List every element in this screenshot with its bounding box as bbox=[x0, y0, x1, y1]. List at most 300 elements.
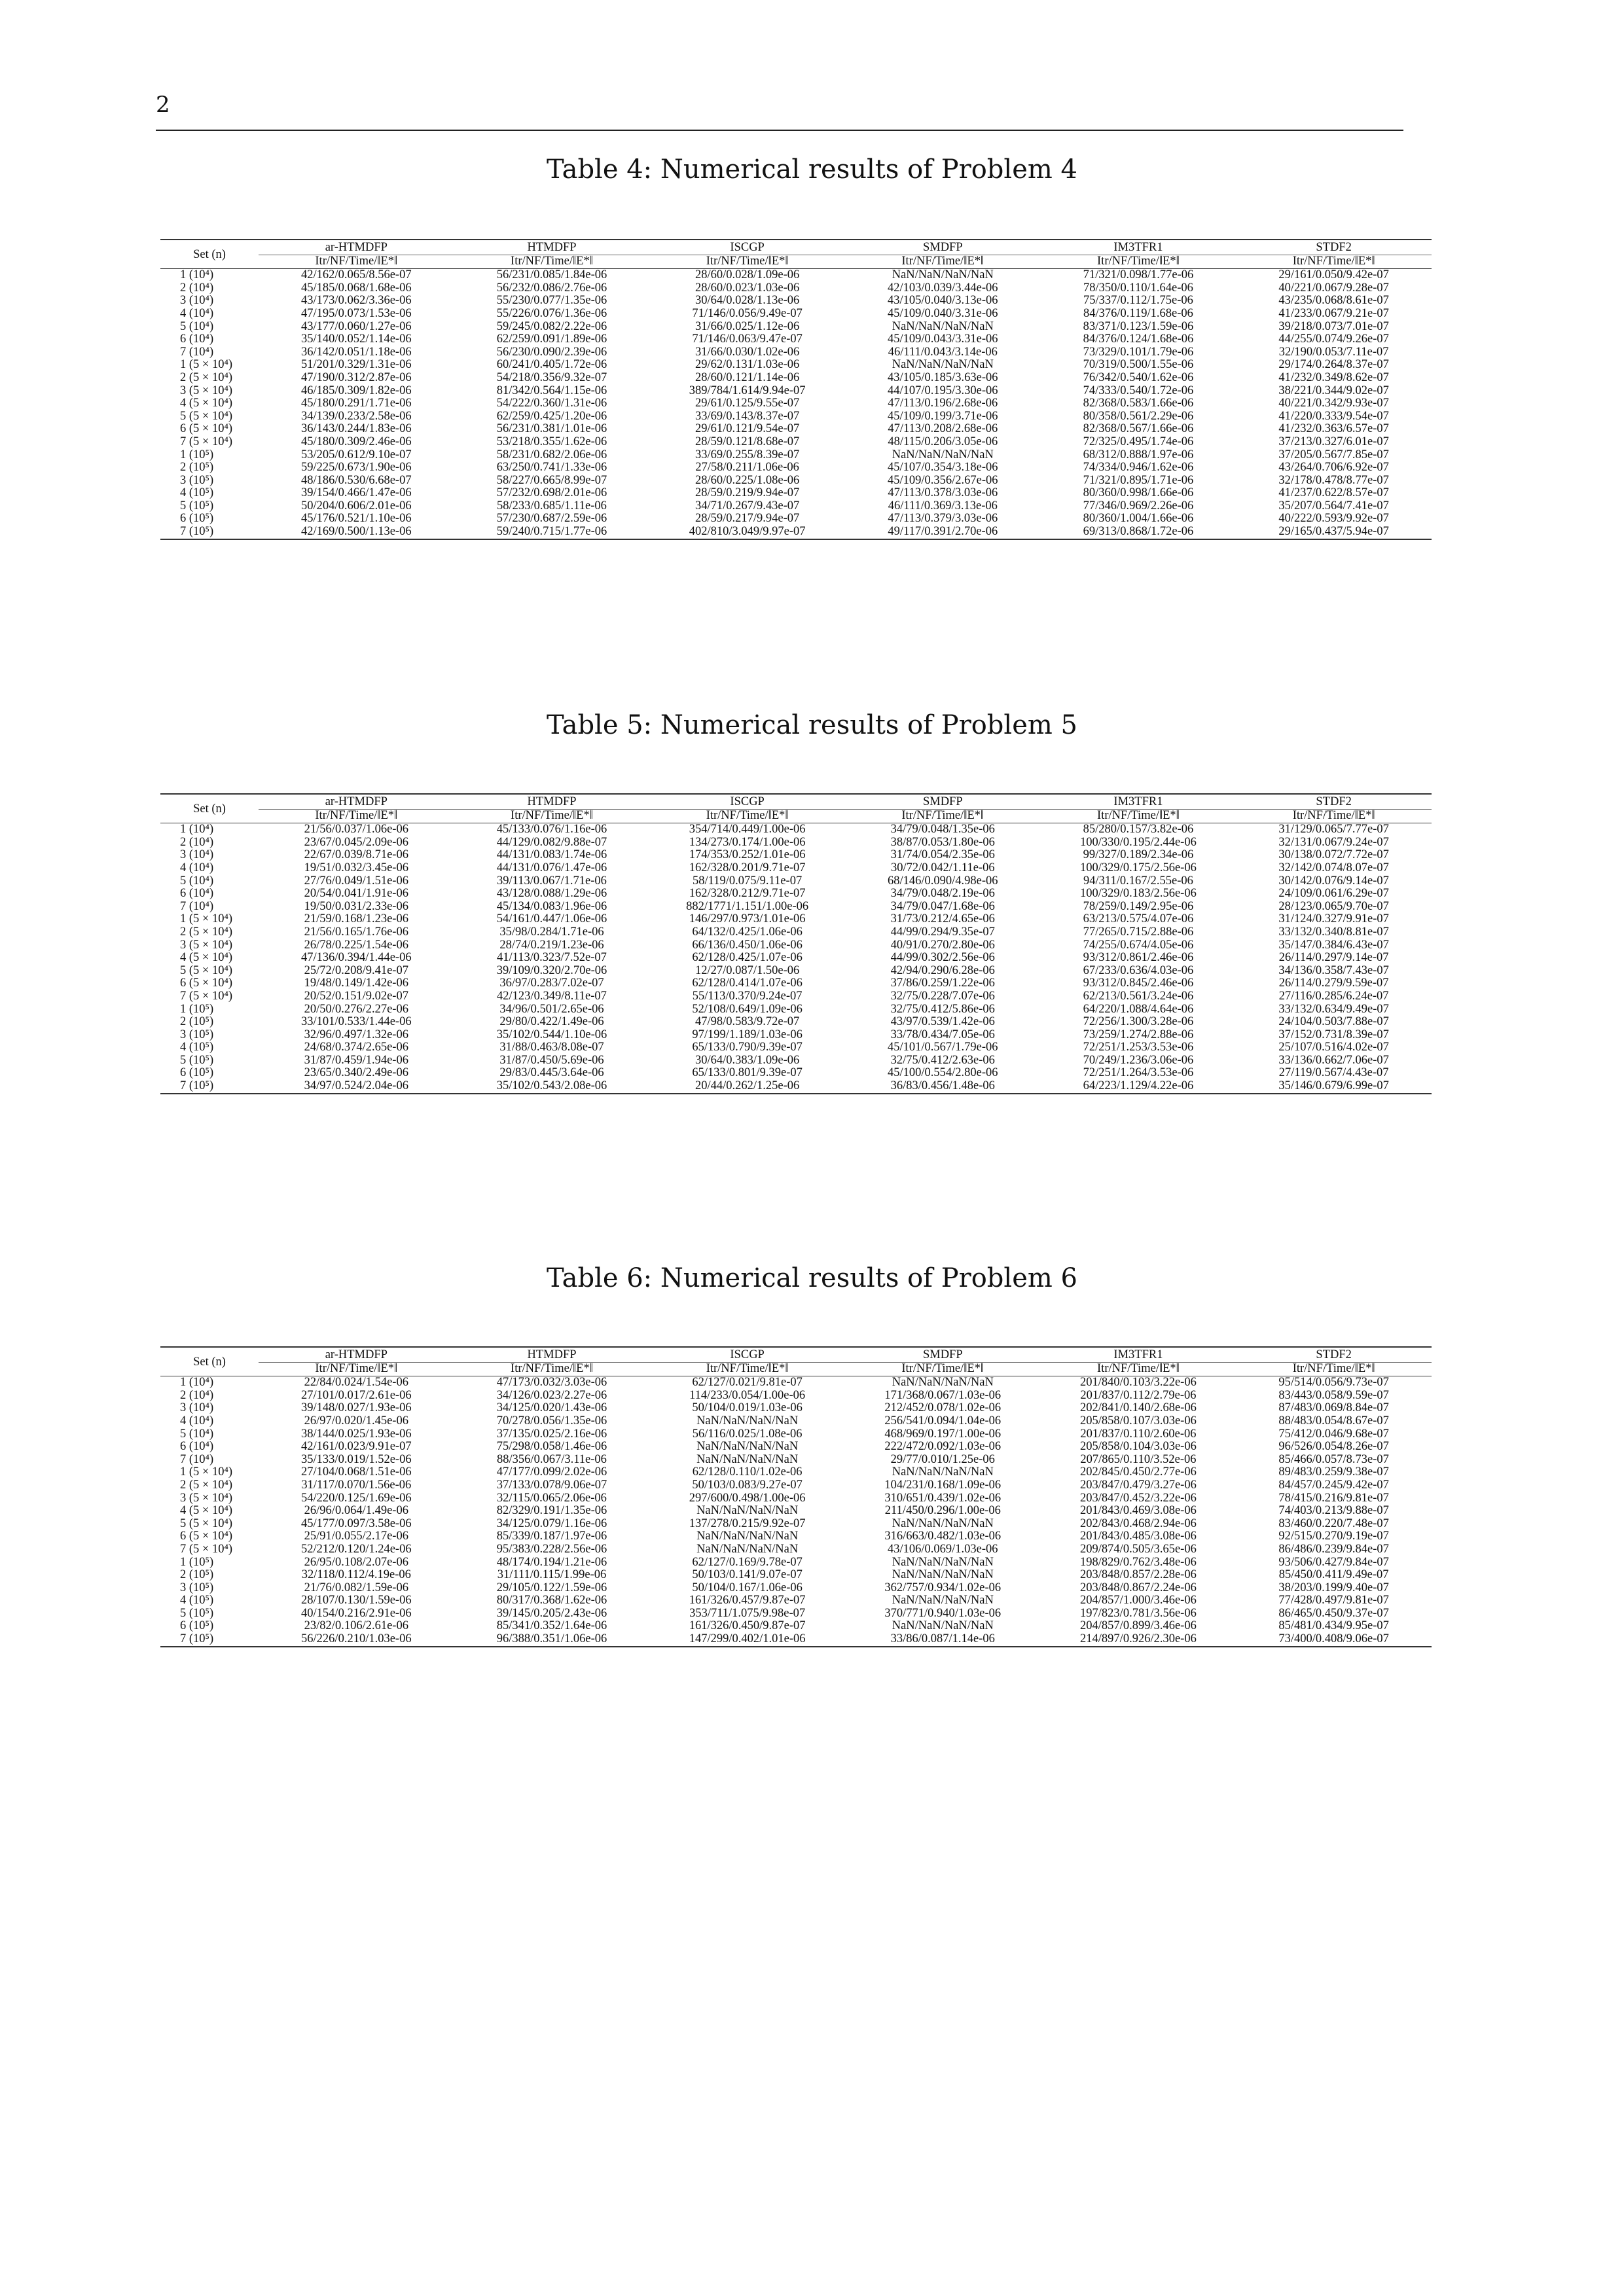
set-label: 7 (5 × 10⁴) bbox=[180, 1542, 233, 1556]
result-cell: 59/240/0.715/1.77e-06 bbox=[454, 526, 650, 539]
table-row bbox=[160, 1067, 1432, 1080]
result-cell: 45/109/0.043/3.31e-06 bbox=[888, 332, 998, 346]
result-cell: 45/107/0.354/3.18e-06 bbox=[888, 461, 998, 475]
result-cell: 47/113/0.378/3.03e-06 bbox=[888, 486, 998, 500]
result-cell: 201/840/0.103/3.22e-06 bbox=[1080, 1376, 1197, 1390]
table-header bbox=[160, 1347, 1432, 1376]
result-cell: 33/69/0.255/8.39e-07 bbox=[695, 448, 800, 461]
result-cell: NaN/NaN/NaN/NaN bbox=[892, 319, 994, 333]
set-label: 2 (10⁵) bbox=[180, 1568, 214, 1582]
result-cell: 202/843/0.468/2.94e-06 bbox=[1080, 1516, 1197, 1530]
table-row bbox=[160, 410, 1432, 423]
result-cell: 35/147/0.384/6.43e-07 bbox=[1278, 938, 1389, 952]
table-row bbox=[160, 449, 1432, 462]
result-cell: 52/212/0.120/1.24e-06 bbox=[301, 1542, 412, 1556]
result-cell: 74/403/0.213/9.88e-07 bbox=[1278, 1504, 1389, 1518]
result-cell: 43/173/0.062/3.36e-06 bbox=[301, 294, 412, 308]
result-cell: 37/133/0.078/9.06e-07 bbox=[496, 1478, 607, 1492]
result-cell: 52/108/0.649/1.09e-06 bbox=[692, 1002, 803, 1016]
result-cell: 74/334/0.946/1.62e-06 bbox=[1083, 461, 1194, 475]
table-row bbox=[160, 1620, 1432, 1633]
result-cell: 84/457/0.245/9.42e-07 bbox=[1278, 1478, 1389, 1492]
result-cell: 33/136/0.662/7.06e-07 bbox=[1278, 1053, 1389, 1067]
table-body bbox=[160, 1376, 1432, 1647]
metric-subheader: Itr/NF/Time/‖E*‖ bbox=[454, 255, 650, 269]
result-cell: 203/847/0.479/3.27e-06 bbox=[1080, 1478, 1197, 1492]
set-label: 6 (10⁵) bbox=[180, 1066, 214, 1080]
table-row bbox=[160, 1376, 1432, 1390]
table-row bbox=[160, 1479, 1432, 1492]
result-cell: 205/858/0.104/3.03e-06 bbox=[1080, 1440, 1197, 1454]
set-label: 6 (5 × 10⁴) bbox=[180, 977, 233, 990]
result-cell: 297/600/0.498/1.00e-06 bbox=[689, 1491, 806, 1505]
result-cell: 48/186/0.530/6.68e-07 bbox=[301, 473, 412, 487]
set-label: 1 (10⁵) bbox=[180, 448, 214, 461]
result-cell: 37/213/0.327/6.01e-07 bbox=[1278, 435, 1389, 448]
result-cell: 32/142/0.074/8.07e-07 bbox=[1278, 861, 1389, 874]
result-cell: 47/136/0.394/1.44e-06 bbox=[301, 951, 412, 965]
table-row bbox=[160, 1466, 1432, 1479]
table-row bbox=[160, 397, 1432, 410]
result-cell: 84/376/0.124/1.68e-06 bbox=[1083, 332, 1194, 346]
result-cell: 201/837/0.110/2.60e-06 bbox=[1080, 1427, 1197, 1441]
result-cell: 34/79/0.048/1.35e-06 bbox=[890, 823, 995, 836]
result-cell: 42/94/0.290/6.28e-06 bbox=[890, 963, 995, 977]
result-cell: 50/104/0.019/1.03e-06 bbox=[692, 1401, 803, 1415]
result-cell: 198/829/0.762/3.48e-06 bbox=[1080, 1555, 1197, 1569]
set-label: 6 (10⁵) bbox=[180, 512, 214, 526]
result-cell: 34/125/0.020/1.43e-06 bbox=[496, 1401, 607, 1415]
set-label: 5 (10⁵) bbox=[180, 499, 214, 512]
result-cell: 75/298/0.058/1.46e-06 bbox=[496, 1440, 607, 1454]
result-cell: 40/221/0.067/9.28e-07 bbox=[1278, 281, 1389, 295]
table-5 bbox=[160, 793, 1432, 1094]
result-cell: 32/190/0.053/7.11e-07 bbox=[1278, 345, 1389, 359]
result-cell: 77/346/0.969/2.26e-06 bbox=[1083, 499, 1194, 512]
result-cell: 29/80/0.422/1.49e-06 bbox=[499, 1015, 604, 1029]
table-row bbox=[160, 1054, 1432, 1067]
result-cell: 67/233/0.636/4.03e-06 bbox=[1083, 963, 1194, 977]
result-cell: 62/127/0.021/9.81e-07 bbox=[692, 1376, 803, 1390]
method-header: ISCGP bbox=[649, 794, 845, 809]
result-cell: 43/128/0.088/1.29e-06 bbox=[496, 887, 607, 901]
result-cell: 56/116/0.025/1.08e-06 bbox=[692, 1427, 803, 1441]
table-row bbox=[160, 321, 1432, 334]
set-label: 2 (10⁴) bbox=[180, 835, 214, 849]
result-cell: 31/111/0.115/1.99e-06 bbox=[497, 1568, 607, 1582]
table-row bbox=[160, 990, 1432, 1003]
result-cell: 389/784/1.614/9.94e-07 bbox=[689, 384, 806, 397]
result-cell: 70/249/1.236/3.06e-06 bbox=[1083, 1053, 1194, 1067]
result-cell: 76/342/0.540/1.62e-06 bbox=[1083, 370, 1194, 384]
result-cell: 47/113/0.208/2.68e-06 bbox=[888, 422, 998, 436]
result-cell: 32/115/0.065/2.06e-06 bbox=[497, 1491, 607, 1505]
set-label: 6 (10⁴) bbox=[180, 332, 214, 346]
result-cell: 29/105/0.122/1.59e-06 bbox=[496, 1581, 607, 1594]
result-cell: 202/845/0.450/2.77e-06 bbox=[1080, 1465, 1197, 1479]
result-cell: 33/132/0.340/8.81e-07 bbox=[1278, 925, 1389, 939]
result-cell: 56/231/0.085/1.84e-06 bbox=[496, 268, 607, 282]
result-cell: 53/218/0.355/1.62e-06 bbox=[496, 435, 607, 448]
set-label: 5 (10⁴) bbox=[180, 874, 214, 888]
result-cell: NaN/NaN/NaN/NaN bbox=[696, 1440, 799, 1454]
result-cell: 64/132/0.425/1.06e-06 bbox=[692, 925, 803, 939]
result-cell: 50/103/0.141/9.07e-07 bbox=[692, 1568, 803, 1582]
result-cell: 85/481/0.434/9.95e-07 bbox=[1278, 1619, 1389, 1633]
result-cell: 29/161/0.050/9.42e-07 bbox=[1278, 268, 1389, 282]
result-cell: 27/58/0.211/1.06e-06 bbox=[695, 461, 799, 475]
result-cell: 146/297/0.973/1.01e-06 bbox=[689, 912, 806, 926]
result-cell: 24/109/0.061/6.29e-07 bbox=[1278, 887, 1389, 901]
table-row bbox=[160, 888, 1432, 901]
result-cell: 316/663/0.482/1.03e-06 bbox=[884, 1530, 1001, 1543]
result-cell: 162/328/0.201/9.71e-07 bbox=[689, 861, 806, 874]
result-cell: 354/714/0.449/1.00e-06 bbox=[689, 823, 806, 836]
result-cell: 40/222/0.593/9.92e-07 bbox=[1278, 512, 1389, 526]
result-cell: 22/84/0.024/1.54e-06 bbox=[304, 1376, 408, 1390]
table-row bbox=[160, 500, 1432, 513]
table-row bbox=[160, 836, 1432, 850]
result-cell: 49/117/0.391/2.70e-06 bbox=[845, 526, 1041, 539]
result-cell: 78/350/0.110/1.64e-06 bbox=[1083, 281, 1193, 295]
result-cell: 209/874/0.505/3.65e-06 bbox=[1080, 1542, 1197, 1556]
result-cell: 36/143/0.244/1.83e-06 bbox=[301, 422, 412, 436]
table-row bbox=[160, 1454, 1432, 1467]
result-cell: 35/146/0.679/6.99e-07 bbox=[1236, 1080, 1432, 1094]
metric-subheader: Itr/NF/Time/‖E*‖ bbox=[845, 1362, 1041, 1376]
result-cell: 31/124/0.327/9.91e-07 bbox=[1278, 912, 1389, 926]
result-cell: 197/823/0.781/3.56e-06 bbox=[1080, 1606, 1197, 1620]
result-cell: 26/96/0.064/1.49e-06 bbox=[304, 1504, 408, 1518]
table-row bbox=[160, 1633, 1432, 1647]
result-cell: 34/79/0.048/2.19e-06 bbox=[890, 887, 995, 901]
metric-subheader: Itr/NF/Time/‖E*‖ bbox=[454, 809, 650, 823]
set-label: 4 (5 × 10⁴) bbox=[180, 951, 233, 965]
result-cell: 212/452/0.078/1.02e-06 bbox=[884, 1401, 1001, 1415]
header-row-methods bbox=[160, 1347, 1432, 1362]
result-cell: 203/847/0.452/3.22e-06 bbox=[1080, 1491, 1197, 1505]
result-cell: 41/232/0.363/6.57e-07 bbox=[1278, 422, 1389, 436]
table-row bbox=[160, 823, 1432, 836]
metric-subheader: Itr/NF/Time/‖E*‖ bbox=[1236, 255, 1432, 269]
result-cell: 39/218/0.073/7.01e-07 bbox=[1278, 319, 1389, 333]
result-cell: 37/135/0.025/2.16e-06 bbox=[496, 1427, 607, 1441]
result-cell: 48/174/0.194/1.21e-06 bbox=[496, 1555, 607, 1569]
result-cell: 33/132/0.634/9.49e-07 bbox=[1278, 1002, 1389, 1016]
result-cell: 203/848/0.867/2.24e-06 bbox=[1080, 1581, 1197, 1594]
result-cell: 353/711/1.075/9.98e-07 bbox=[689, 1606, 806, 1620]
table-row bbox=[160, 436, 1432, 449]
result-cell: 44/255/0.074/9.26e-07 bbox=[1278, 332, 1389, 346]
result-cell: 38/87/0.053/1.80e-06 bbox=[890, 835, 995, 849]
result-cell: 95/383/0.228/2.56e-06 bbox=[496, 1542, 607, 1556]
result-cell: 73/400/0.408/9.06e-07 bbox=[1236, 1633, 1432, 1647]
result-cell: 77/265/0.715/2.88e-06 bbox=[1083, 925, 1194, 939]
result-cell: 83/460/0.220/7.48e-07 bbox=[1278, 1516, 1389, 1530]
result-cell: 114/233/0.054/1.00e-06 bbox=[689, 1388, 806, 1402]
result-cell: 44/131/0.076/1.47e-06 bbox=[496, 861, 607, 874]
metric-subheader: Itr/NF/Time/‖E*‖ bbox=[649, 255, 845, 269]
table-row bbox=[160, 1607, 1432, 1621]
result-cell: 28/60/0.121/1.14e-06 bbox=[695, 370, 800, 384]
result-cell: 33/101/0.533/1.44e-06 bbox=[301, 1015, 412, 1029]
result-cell: 161/326/0.457/9.87e-07 bbox=[689, 1594, 806, 1607]
result-cell: 62/213/0.561/3.24e-06 bbox=[1083, 989, 1194, 1003]
result-cell: 27/104/0.068/1.51e-06 bbox=[301, 1465, 412, 1479]
result-cell: 95/514/0.056/9.73e-07 bbox=[1278, 1376, 1389, 1390]
table-row bbox=[160, 1594, 1432, 1607]
result-cell: 80/358/0.561/2.29e-06 bbox=[1083, 409, 1194, 423]
set-label: 6 (10⁴) bbox=[180, 887, 214, 901]
result-cell: 41/220/0.333/9.54e-07 bbox=[1278, 409, 1389, 423]
result-cell: 63/250/0.741/1.33e-06 bbox=[496, 461, 607, 475]
result-cell: 28/59/0.217/9.94e-07 bbox=[695, 512, 800, 526]
result-cell: 68/312/0.888/1.97e-06 bbox=[1083, 448, 1194, 461]
page-number: 2 bbox=[156, 92, 170, 118]
method-header: STDF2 bbox=[1236, 794, 1432, 809]
header-rule bbox=[156, 130, 1403, 131]
result-cell: 31/74/0.054/2.35e-06 bbox=[890, 848, 995, 862]
result-cell: 21/59/0.168/1.23e-06 bbox=[304, 912, 408, 926]
set-column-header: Set (n) bbox=[160, 240, 259, 269]
result-cell: 71/321/0.895/1.71e-06 bbox=[1083, 473, 1194, 487]
result-cell: 82/368/0.583/1.66e-06 bbox=[1083, 397, 1194, 410]
result-cell: 45/180/0.291/1.71e-06 bbox=[301, 397, 412, 410]
result-cell: 28/59/0.121/8.68e-07 bbox=[695, 435, 800, 448]
result-cell: 34/126/0.023/2.27e-06 bbox=[496, 1388, 607, 1402]
result-cell: 62/128/0.425/1.07e-06 bbox=[692, 951, 803, 965]
result-cell: 85/466/0.057/8.73e-07 bbox=[1278, 1452, 1389, 1466]
table-row bbox=[160, 1390, 1432, 1403]
method-header: HTMDFP bbox=[454, 1347, 650, 1362]
result-cell: 201/837/0.112/2.79e-06 bbox=[1080, 1388, 1197, 1402]
result-cell: 35/133/0.019/1.52e-06 bbox=[301, 1452, 412, 1466]
result-cell: 62/259/0.425/1.20e-06 bbox=[496, 409, 607, 423]
result-cell: 174/353/0.252/1.01e-06 bbox=[689, 848, 806, 862]
result-cell: 56/226/0.210/1.03e-06 bbox=[259, 1633, 454, 1647]
result-cell: 43/97/0.539/1.42e-06 bbox=[890, 1015, 995, 1029]
table-row bbox=[160, 526, 1432, 539]
table-row bbox=[160, 461, 1432, 475]
result-cell: 54/220/0.125/1.69e-06 bbox=[301, 1491, 412, 1505]
table-row bbox=[160, 875, 1432, 888]
result-cell: 88/483/0.054/8.67e-07 bbox=[1278, 1414, 1389, 1427]
set-label: 1 (10⁴) bbox=[180, 268, 214, 282]
result-cell: 30/142/0.076/9.14e-07 bbox=[1278, 874, 1389, 888]
result-cell: 33/78/0.434/7.05e-06 bbox=[890, 1028, 995, 1041]
result-cell: 80/360/0.998/1.66e-06 bbox=[1083, 486, 1194, 500]
result-cell: 25/91/0.055/2.17e-06 bbox=[304, 1530, 408, 1543]
result-cell: 40/91/0.270/2.80e-06 bbox=[890, 938, 995, 952]
result-cell: 30/138/0.072/7.72e-07 bbox=[1278, 848, 1389, 862]
result-cell: 34/97/0.524/2.04e-06 bbox=[259, 1080, 454, 1094]
result-cell: 45/101/0.567/1.79e-06 bbox=[888, 1041, 998, 1054]
header-row-metrics bbox=[160, 809, 1432, 823]
result-cell: 44/107/0.195/3.30e-06 bbox=[888, 384, 998, 397]
result-cell: 100/330/0.195/2.44e-06 bbox=[1080, 835, 1197, 849]
result-cell: 45/176/0.521/1.10e-06 bbox=[301, 512, 412, 526]
result-cell: 47/173/0.032/3.03e-06 bbox=[496, 1376, 607, 1390]
result-cell: NaN/NaN/NaN/NaN bbox=[892, 1594, 994, 1607]
result-cell: 882/1771/1.151/1.00e-06 bbox=[686, 899, 809, 913]
set-label: 5 (5 × 10⁴) bbox=[180, 1516, 233, 1530]
result-cell: 59/225/0.673/1.90e-06 bbox=[301, 461, 412, 475]
method-header: HTMDFP bbox=[454, 794, 650, 809]
result-cell: 34/71/0.267/9.43e-07 bbox=[695, 499, 800, 512]
set-label: 3 (10⁵) bbox=[180, 473, 214, 487]
result-cell: 46/185/0.309/1.82e-06 bbox=[301, 384, 412, 397]
result-cell: 29/83/0.445/3.64e-06 bbox=[499, 1066, 604, 1080]
table-row bbox=[160, 1569, 1432, 1582]
result-cell: 30/64/0.028/1.13e-06 bbox=[695, 294, 800, 308]
result-cell: NaN/NaN/NaN/NaN bbox=[696, 1542, 799, 1556]
result-cell: 33/69/0.143/8.37e-07 bbox=[695, 409, 800, 423]
result-cell: 41/113/0.323/7.52e-07 bbox=[497, 951, 607, 965]
set-label: 4 (10⁴) bbox=[180, 1414, 214, 1427]
result-cell: 33/86/0.087/1.14e-06 bbox=[845, 1633, 1041, 1647]
result-cell: 64/220/1.088/4.64e-06 bbox=[1083, 1002, 1194, 1016]
table-row bbox=[160, 939, 1432, 952]
method-header: ar-HTMDFP bbox=[259, 1347, 454, 1362]
set-label: 1 (10⁴) bbox=[180, 823, 214, 836]
result-cell: 39/148/0.027/1.93e-06 bbox=[301, 1401, 412, 1415]
result-cell: 47/190/0.312/2.87e-06 bbox=[301, 370, 412, 384]
set-label: 4 (10⁴) bbox=[180, 861, 214, 874]
result-cell: 65/133/0.790/9.39e-07 bbox=[692, 1041, 803, 1054]
table-row bbox=[160, 862, 1432, 875]
result-cell: 27/101/0.017/2.61e-06 bbox=[301, 1388, 412, 1402]
result-cell: 85/341/0.352/1.64e-06 bbox=[496, 1619, 607, 1633]
result-cell: 45/185/0.068/1.68e-06 bbox=[301, 281, 412, 295]
table-row bbox=[160, 295, 1432, 308]
set-label: 5 (5 × 10⁴) bbox=[180, 409, 233, 423]
result-cell: 42/162/0.065/8.56e-07 bbox=[301, 268, 412, 282]
result-cell: 40/221/0.342/9.93e-07 bbox=[1278, 397, 1389, 410]
result-cell: 137/278/0.215/9.92e-07 bbox=[689, 1516, 806, 1530]
result-cell: 59/245/0.082/2.22e-06 bbox=[496, 319, 607, 333]
method-header: STDF2 bbox=[1236, 1347, 1432, 1362]
set-label: 5 (10⁵) bbox=[180, 1053, 214, 1067]
result-cell: 73/259/1.274/2.88e-06 bbox=[1083, 1028, 1194, 1041]
result-cell: 27/116/0.285/6.24e-07 bbox=[1278, 989, 1389, 1003]
set-label: 3 (5 × 10⁴) bbox=[180, 938, 233, 952]
result-cell: 41/233/0.067/9.21e-07 bbox=[1278, 306, 1389, 320]
result-cell: 21/76/0.082/1.59e-06 bbox=[304, 1581, 408, 1594]
result-cell: 63/213/0.575/4.07e-06 bbox=[1083, 912, 1194, 926]
result-cell: 37/86/0.259/1.22e-06 bbox=[890, 977, 995, 990]
metric-subheader: Itr/NF/Time/‖E*‖ bbox=[259, 1362, 454, 1376]
result-cell: 204/857/0.899/3.46e-06 bbox=[1080, 1619, 1197, 1633]
set-label: 7 (10⁵) bbox=[160, 1633, 259, 1647]
result-cell: 44/131/0.083/1.74e-06 bbox=[496, 848, 607, 862]
result-cell: 161/326/0.450/9.87e-07 bbox=[689, 1619, 806, 1633]
result-cell: 55/230/0.077/1.35e-06 bbox=[496, 294, 607, 308]
result-cell: 28/60/0.028/1.09e-06 bbox=[695, 268, 800, 282]
result-cell: 64/223/1.129/4.22e-06 bbox=[1041, 1080, 1236, 1094]
set-label: 2 (5 × 10⁴) bbox=[180, 1478, 233, 1492]
result-cell: 32/75/0.412/5.86e-06 bbox=[890, 1002, 995, 1016]
result-cell: 45/177/0.097/3.58e-06 bbox=[301, 1516, 412, 1530]
table-row bbox=[160, 952, 1432, 965]
result-cell: 222/472/0.092/1.03e-06 bbox=[884, 1440, 1001, 1454]
result-cell: 97/199/1.189/1.03e-06 bbox=[692, 1028, 803, 1041]
metric-subheader: Itr/NF/Time/‖E*‖ bbox=[1041, 255, 1236, 269]
result-cell: 54/161/0.447/1.06e-06 bbox=[496, 912, 607, 926]
result-cell: 43/177/0.060/1.27e-06 bbox=[301, 319, 412, 333]
result-cell: 28/107/0.130/1.59e-06 bbox=[301, 1594, 412, 1607]
set-label: 4 (5 × 10⁴) bbox=[180, 1504, 233, 1518]
table-row bbox=[160, 901, 1432, 914]
table-row bbox=[160, 372, 1432, 385]
result-cell: NaN/NaN/NaN/NaN bbox=[892, 448, 994, 461]
result-cell: 70/278/0.056/1.35e-06 bbox=[496, 1414, 607, 1427]
result-cell: 104/231/0.168/1.09e-06 bbox=[884, 1478, 1001, 1492]
result-cell: 71/146/0.056/9.49e-07 bbox=[692, 306, 803, 320]
result-cell: 77/428/0.497/9.81e-07 bbox=[1278, 1594, 1389, 1607]
set-label: 1 (10⁴) bbox=[180, 1376, 214, 1390]
set-label: 3 (10⁵) bbox=[180, 1581, 214, 1594]
table-header bbox=[160, 240, 1432, 269]
result-cell: 35/140/0.052/1.14e-06 bbox=[301, 332, 412, 346]
table-body bbox=[160, 823, 1432, 1094]
table-row bbox=[160, 1582, 1432, 1595]
result-cell: 201/843/0.469/3.08e-06 bbox=[1080, 1504, 1197, 1518]
result-cell: 44/129/0.082/9.88e-07 bbox=[496, 835, 607, 849]
result-cell: 47/177/0.099/2.02e-06 bbox=[496, 1465, 607, 1479]
result-cell: 37/152/0.731/8.39e-07 bbox=[1278, 1028, 1389, 1041]
result-cell: 31/66/0.025/1.12e-06 bbox=[695, 319, 800, 333]
result-cell: 43/235/0.068/8.61e-07 bbox=[1278, 294, 1389, 308]
result-cell: 34/125/0.079/1.16e-06 bbox=[496, 1516, 607, 1530]
metric-subheader: Itr/NF/Time/‖E*‖ bbox=[259, 809, 454, 823]
table-body bbox=[160, 269, 1432, 539]
result-cell: 29/61/0.125/9.55e-07 bbox=[695, 397, 800, 410]
result-cell: 205/858/0.107/3.03e-06 bbox=[1080, 1414, 1197, 1427]
result-cell: 162/328/0.212/9.71e-07 bbox=[689, 887, 806, 901]
result-cell: 86/486/0.239/9.84e-07 bbox=[1278, 1542, 1389, 1556]
table-row bbox=[160, 512, 1432, 526]
set-label: 7 (5 × 10⁴) bbox=[180, 435, 233, 448]
table-row bbox=[160, 359, 1432, 372]
set-label: 2 (10⁴) bbox=[180, 281, 214, 295]
result-cell: 62/127/0.169/9.78e-07 bbox=[692, 1555, 803, 1569]
result-cell: 42/103/0.039/3.44e-06 bbox=[888, 281, 998, 295]
result-cell: 87/483/0.069/8.84e-07 bbox=[1278, 1401, 1389, 1415]
table-row bbox=[160, 308, 1432, 321]
result-cell: 38/221/0.344/9.02e-07 bbox=[1278, 384, 1389, 397]
table-row bbox=[160, 385, 1432, 398]
result-cell: 12/27/0.087/1.50e-06 bbox=[695, 963, 800, 977]
result-cell: 29/62/0.131/1.03e-06 bbox=[695, 358, 800, 372]
set-column-header: Set (n) bbox=[160, 1347, 259, 1376]
result-cell: 25/72/0.208/9.41e-07 bbox=[304, 963, 408, 977]
result-cell: 21/56/0.165/1.76e-06 bbox=[304, 925, 408, 939]
set-label: 2 (10⁵) bbox=[180, 1015, 214, 1029]
result-cell: 34/139/0.233/2.58e-06 bbox=[301, 409, 412, 423]
set-label: 6 (10⁵) bbox=[180, 1619, 214, 1633]
result-cell: 48/115/0.206/3.05e-06 bbox=[888, 435, 998, 448]
header-row-metrics bbox=[160, 1362, 1432, 1376]
result-cell: 86/465/0.450/9.37e-07 bbox=[1278, 1606, 1389, 1620]
result-cell: NaN/NaN/NaN/NaN bbox=[892, 1555, 994, 1569]
result-cell: 56/232/0.086/2.76e-06 bbox=[496, 281, 607, 295]
table-5-caption: Table 5: Numerical results of Problem 5 bbox=[547, 710, 1077, 740]
result-cell: 85/339/0.187/1.97e-06 bbox=[496, 1530, 607, 1543]
result-cell: 45/109/0.040/3.31e-06 bbox=[888, 306, 998, 320]
result-cell: 57/232/0.698/2.01e-06 bbox=[496, 486, 607, 500]
result-cell: 19/48/0.149/1.42e-06 bbox=[304, 977, 408, 990]
result-cell: 54/222/0.360/1.31e-06 bbox=[496, 397, 607, 410]
